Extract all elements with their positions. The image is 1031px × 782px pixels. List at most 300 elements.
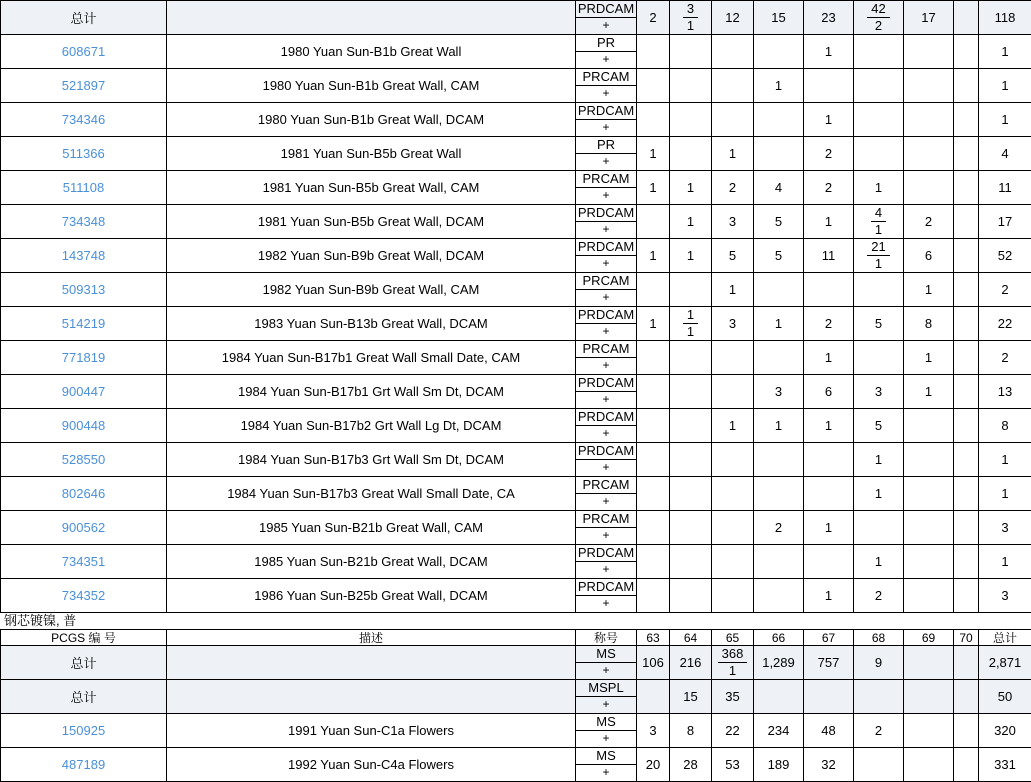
pcgs-id-link[interactable]: 509313 [1,273,167,307]
count-cell: 1 [637,171,670,205]
count-cell [670,307,712,341]
count-cell: 2 [637,1,670,35]
row-total: 1 [979,69,1031,103]
pcgs-id-link[interactable]: 734346 [1,103,167,137]
header-col: 65 [712,630,754,646]
count-cell [954,375,979,409]
count-cell: 1 [904,341,954,375]
count-cell: 5 [854,307,904,341]
count-cell: 6 [904,239,954,273]
count-cell [904,477,954,511]
count-cell [904,409,954,443]
count-cell: 1 [854,545,904,579]
table-row [1,239,1031,273]
count-cell: 5 [754,239,804,273]
count-cell: 1 [804,205,854,239]
row-total: 331 [979,748,1031,782]
count-cell: 1,289 [754,646,804,680]
count-cell [670,443,712,477]
count-cell [712,69,754,103]
table-row [1,205,1031,239]
count-cell [954,307,979,341]
header-col: 68 [854,630,904,646]
count-cell [954,205,979,239]
fraction-top: 1 [683,307,698,324]
row-total: 8 [979,409,1031,443]
grade-plus: + [602,697,610,711]
header-col: 70 [954,630,979,646]
table-row [1,307,1031,341]
row-total: 3 [979,511,1031,545]
count-cell [854,205,904,239]
grade-plus: + [602,290,610,304]
fraction [867,239,889,272]
count-cell: 3 [712,307,754,341]
row-total: 17 [979,205,1031,239]
count-cell [754,137,804,171]
grade-label: PRCAM [576,69,636,86]
pcgs-id-link[interactable]: 150925 [1,714,167,748]
pcgs-id-link[interactable]: 143748 [1,239,167,273]
count-cell: 22 [712,714,754,748]
count-cell: 2 [904,205,954,239]
coin-description: 1984 Yuan Sun-B17b1 Great Wall Small Date, CAM [167,341,576,375]
count-cell [954,714,979,748]
coin-description: 1981 Yuan Sun-B5b Great Wall, CAM [167,171,576,205]
count-cell [637,273,670,307]
count-cell: 1 [804,341,854,375]
count-cell [954,69,979,103]
row-total: 11 [979,171,1031,205]
row-total: 13 [979,375,1031,409]
count-cell: 1 [904,273,954,307]
grade-cell [576,239,637,273]
grade-cell [576,545,637,579]
total-row [1,1,1031,35]
row-total: 1 [979,477,1031,511]
grade-label: PRDCAM [577,375,635,390]
fraction-bottom: 1 [686,18,695,33]
total-label: 总计 [1,646,167,680]
fraction [867,1,889,34]
grade-cell [576,680,637,714]
count-cell [904,443,954,477]
grade-cell [576,748,637,782]
count-cell [712,545,754,579]
pcgs-id-link[interactable]: 511108 [1,171,167,205]
section-title: 钢芯镀镍, 普 [4,613,77,628]
count-cell [637,443,670,477]
row-total: 1 [979,545,1031,579]
total-label: 总计 [1,1,167,35]
fraction [871,205,886,238]
count-cell: 1 [754,69,804,103]
fraction-bottom: 1 [874,222,883,237]
grade-cell [576,69,637,103]
count-cell [804,443,854,477]
pcgs-id-link[interactable]: 734348 [1,205,167,239]
pcgs-id-link[interactable]: 900448 [1,409,167,443]
count-cell: 12 [712,1,754,35]
grade-plus: + [602,52,610,66]
fraction-top: 42 [867,1,889,18]
grade-label: MS [576,748,636,765]
fraction-top: 21 [867,239,889,256]
pcgs-id-link[interactable]: 487189 [1,748,167,782]
count-cell [637,680,670,714]
row-total: 2 [979,341,1031,375]
count-cell: 35 [712,680,754,714]
count-cell [712,579,754,613]
coin-description: 1985 Yuan Sun-B21b Great Wall, CAM [167,511,576,545]
count-cell [754,103,804,137]
grade-cell [576,646,637,680]
count-cell: 4 [754,171,804,205]
count-cell [712,103,754,137]
grade-label: PRDCAM [577,239,635,254]
pcgs-id-link[interactable]: 900447 [1,375,167,409]
grade-label: MS [576,646,636,663]
coin-description: 1985 Yuan Sun-B21b Great Wall, DCAM [167,545,576,579]
row-total: 3 [979,579,1031,613]
coin-description: 1980 Yuan Sun-B1b Great Wall, CAM [167,69,576,103]
count-cell [754,443,804,477]
count-cell: 17 [904,1,954,35]
table-row [1,171,1031,205]
count-cell [904,748,954,782]
coin-description: 1980 Yuan Sun-B1b Great Wall, DCAM [167,103,576,137]
grade-label: PRCAM [576,341,636,358]
header-col: 66 [754,630,804,646]
coin-description [167,646,576,680]
grade-label: PRDCAM [577,409,635,424]
count-cell: 1 [712,273,754,307]
coin-description: 1984 Yuan Sun-B17b1 Grt Wall Sm Dt, DCAM [167,375,576,409]
count-cell: 20 [637,748,670,782]
pcgs-id-link[interactable]: 734351 [1,545,167,579]
grade-plus: + [602,392,610,406]
count-cell [954,409,979,443]
count-cell: 48 [804,714,854,748]
header-grade: 称号 [576,630,637,646]
count-cell [904,103,954,137]
count-cell: 1 [712,137,754,171]
pcgs-id-link[interactable]: 528550 [1,443,167,477]
count-cell [670,545,712,579]
grade-cell [576,341,637,375]
coin-description: 1981 Yuan Sun-B5b Great Wall, DCAM [167,205,576,239]
count-cell [954,137,979,171]
grade-label: PR [576,35,636,52]
count-cell [954,680,979,714]
count-cell [954,103,979,137]
count-cell [904,714,954,748]
count-cell [712,511,754,545]
count-cell: 2 [804,171,854,205]
count-cell: 53 [712,748,754,782]
count-cell [670,1,712,35]
count-cell [637,69,670,103]
coin-description [167,1,576,35]
count-cell [854,341,904,375]
count-cell [637,477,670,511]
count-cell: 15 [754,1,804,35]
count-cell [804,273,854,307]
table-row [1,748,1031,782]
grade-label: MS [576,714,636,731]
grade-plus: + [602,120,610,134]
table-row [1,579,1031,613]
pcgs-id-link[interactable]: 608671 [1,35,167,69]
header-id: PCGS 编 号 [1,630,167,646]
count-cell [670,409,712,443]
fraction [683,1,698,34]
pcgs-id-link[interactable]: 514219 [1,307,167,341]
count-cell [954,443,979,477]
row-total: 1 [979,35,1031,69]
grade-cell [576,443,637,477]
pcgs-id-link[interactable]: 511366 [1,137,167,171]
table-row [1,545,1031,579]
header-col: 69 [904,630,954,646]
count-cell [637,35,670,69]
row-total: 320 [979,714,1031,748]
grade-cell [576,205,637,239]
grade-cell [576,137,637,171]
count-cell [854,748,904,782]
table-row [1,103,1031,137]
count-cell [637,511,670,545]
grade-label: PRDCAM [577,205,635,220]
count-cell: 5 [754,205,804,239]
grade-label: PR [576,137,636,154]
count-cell [854,680,904,714]
grade-plus: + [602,256,610,270]
count-cell: 5 [712,239,754,273]
count-cell: 2 [854,714,904,748]
count-cell [637,409,670,443]
count-cell: 6 [804,375,854,409]
count-cell: 3 [754,375,804,409]
grade-label: PRCAM [576,273,636,290]
grade-cell [576,409,637,443]
count-cell [712,443,754,477]
grade-cell [576,307,637,341]
count-cell: 216 [670,646,712,680]
grade-label: PRDCAM [577,443,635,458]
count-cell: 32 [804,748,854,782]
count-cell [670,477,712,511]
grade-plus: + [602,528,610,542]
count-cell [637,205,670,239]
count-cell [854,273,904,307]
section2-table [0,629,1031,782]
count-cell: 23 [804,1,854,35]
grade-plus: + [602,188,610,202]
pcgs-id-link[interactable]: 771819 [1,341,167,375]
table-row [1,409,1031,443]
total-row [1,646,1031,680]
count-cell [954,646,979,680]
count-cell: 3 [854,375,904,409]
count-cell: 1 [804,579,854,613]
count-cell [954,1,979,35]
count-cell: 8 [670,714,712,748]
count-cell [954,35,979,69]
pcgs-id-link[interactable]: 900562 [1,511,167,545]
count-cell: 1 [804,409,854,443]
grade-plus: + [602,324,610,338]
header-col: 63 [637,630,670,646]
count-cell [754,35,804,69]
grade-cell [576,477,637,511]
coin-description: 1984 Yuan Sun-B17b3 Great Wall Small Date, CA [167,477,576,511]
count-cell [954,239,979,273]
grade-plus: + [602,731,610,745]
count-cell [854,137,904,171]
count-cell [637,103,670,137]
count-cell [712,35,754,69]
grade-cell [576,579,637,613]
grade-plus: + [602,460,610,474]
count-cell: 1 [637,307,670,341]
count-cell [954,511,979,545]
count-cell [754,680,804,714]
grade-plus: + [602,562,610,576]
grade-plus: + [602,358,610,372]
fraction-top: 3 [683,1,698,18]
row-total: 118 [979,1,1031,35]
count-cell [854,69,904,103]
coin-description: 1991 Yuan Sun-C1a Flowers [167,714,576,748]
grade-label: PRDCAM [577,1,635,16]
count-cell [804,69,854,103]
count-cell: 8 [904,307,954,341]
coin-description: 1984 Yuan Sun-B17b2 Grt Wall Lg Dt, DCAM [167,409,576,443]
grade-label: PRCAM [576,171,636,188]
fraction [718,646,748,679]
fraction-bottom: 1 [686,324,695,339]
coin-description: 1982 Yuan Sun-B9b Great Wall, CAM [167,273,576,307]
count-cell [854,103,904,137]
count-cell [670,341,712,375]
grade-label: PRDCAM [577,307,635,322]
coin-description: 1984 Yuan Sun-B17b3 Grt Wall Sm Dt, DCAM [167,443,576,477]
grade-cell [576,714,637,748]
count-cell: 1 [854,171,904,205]
count-cell: 1 [670,171,712,205]
grade-label: PRDCAM [577,545,635,560]
count-cell [754,273,804,307]
grade-cell [576,375,637,409]
count-cell [754,477,804,511]
count-cell: 1 [804,35,854,69]
count-cell [637,545,670,579]
grade-plus: + [602,426,610,440]
count-cell [854,1,904,35]
count-cell [954,545,979,579]
count-cell [904,69,954,103]
count-cell [754,341,804,375]
count-cell [712,477,754,511]
table-row [1,137,1031,171]
fraction-top: 368 [718,646,748,663]
grade-plus: + [602,222,610,236]
count-cell: 3 [712,205,754,239]
row-total: 52 [979,239,1031,273]
count-cell [670,579,712,613]
count-cell [637,375,670,409]
grade-plus: + [602,494,610,508]
count-cell: 2 [854,579,904,613]
count-cell [670,375,712,409]
header-total: 总计 [979,630,1031,646]
row-total: 1 [979,443,1031,477]
count-cell [712,646,754,680]
grade-cell [576,103,637,137]
count-cell: 15 [670,680,712,714]
pcgs-id-link[interactable]: 734352 [1,579,167,613]
coin-description: 1986 Yuan Sun-B25b Great Wall, DCAM [167,579,576,613]
count-cell [954,748,979,782]
total-row [1,680,1031,714]
grade-plus: + [602,18,610,32]
count-cell [670,35,712,69]
count-cell [670,511,712,545]
grade-label: PRCAM [576,511,636,528]
count-cell: 1 [804,103,854,137]
count-cell: 2 [804,137,854,171]
pcgs-id-link[interactable]: 521897 [1,69,167,103]
count-cell [854,239,904,273]
coin-description: 1981 Yuan Sun-B5b Great Wall [167,137,576,171]
count-cell: 106 [637,646,670,680]
count-cell [712,375,754,409]
count-cell [904,171,954,205]
count-cell [904,646,954,680]
count-cell [670,69,712,103]
table-row [1,273,1031,307]
count-cell [904,35,954,69]
count-cell: 1 [904,375,954,409]
coin-description: 1983 Yuan Sun-B13b Great Wall, DCAM [167,307,576,341]
count-cell [754,545,804,579]
fraction [683,307,698,340]
count-cell [670,273,712,307]
fraction-top: 4 [871,205,886,222]
pcgs-id-link[interactable]: 802646 [1,477,167,511]
row-total: 2 [979,273,1031,307]
count-cell: 2 [712,171,754,205]
count-cell [954,273,979,307]
row-total: 22 [979,307,1031,341]
grade-plus: + [602,154,610,168]
fraction-bottom: 1 [874,256,883,271]
row-total: 1 [979,103,1031,137]
count-cell: 2 [754,511,804,545]
row-total: 4 [979,137,1031,171]
grade-cell [576,1,637,35]
table-row [1,443,1031,477]
grade-cell [576,511,637,545]
table-row [1,341,1031,375]
coin-description: 1980 Yuan Sun-B1b Great Wall [167,35,576,69]
grade-cell [576,273,637,307]
count-cell: 1 [670,239,712,273]
grade-label: PRDCAM [577,103,635,118]
header-col: 67 [804,630,854,646]
table-row [1,511,1031,545]
